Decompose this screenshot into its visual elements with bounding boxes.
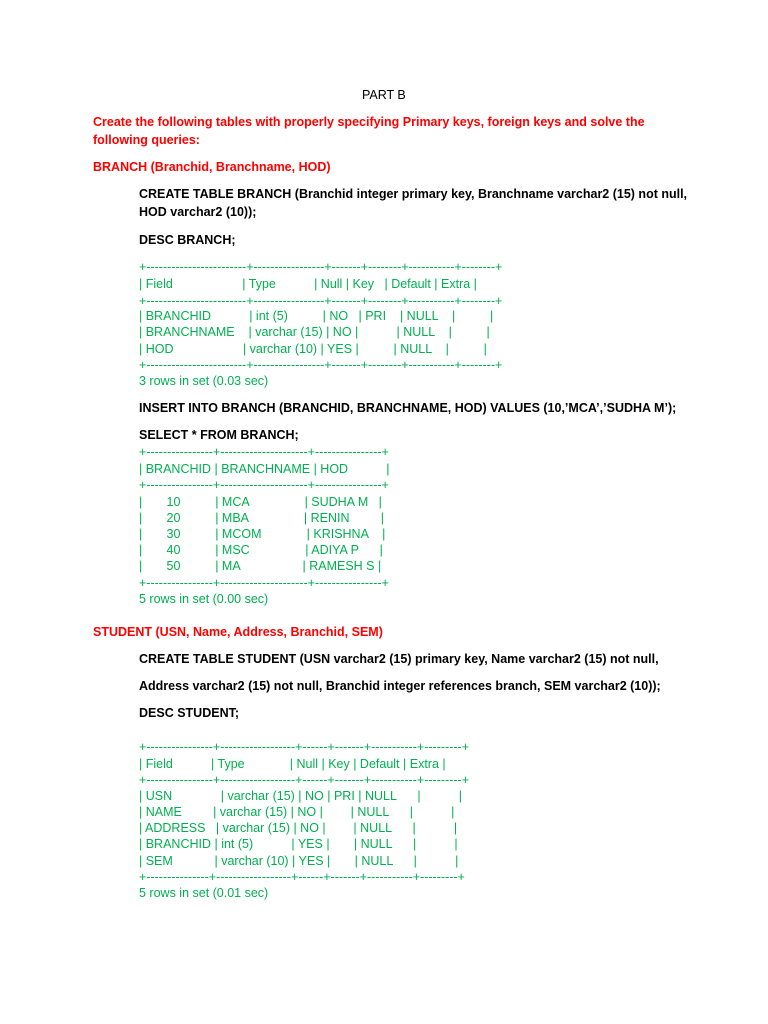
branch-create-line-1: CREATE TABLE BRANCH (Branchid integer primary key, Branchname varchar2 (15) not null, xyxy=(139,187,688,201)
student-desc-command: DESC STUDENT; xyxy=(139,706,240,720)
branch-create-line-2: HOD varchar2 (10)); xyxy=(139,205,257,219)
table-line: +----------------+------------------+------+-------+-----------+---------+ xyxy=(139,740,469,754)
student-desc-rows: 5 rows in set (0.01 sec) xyxy=(139,886,269,900)
branch-select-command: SELECT * FROM BRANCH; xyxy=(139,428,299,442)
table-line: | 30 | MCOM | KRISHNA | xyxy=(139,527,386,541)
table-line: +----------------+---------------------+----------------+ xyxy=(139,445,389,459)
table-line: | ADDRESS | varchar (15) | NO | | NULL | | xyxy=(139,821,458,835)
page-heading: PART B xyxy=(362,88,406,102)
table-line: +----------------+---------------------+----------------+ xyxy=(139,478,389,492)
table-line: | 20 | MBA | RENIN | xyxy=(139,511,384,525)
branch-desc-command: DESC BRANCH; xyxy=(139,233,236,247)
student-create-line-1: CREATE TABLE STUDENT (USN varchar2 (15) primary key, Name varchar2 (15) not null, xyxy=(139,652,659,666)
table-line: | Field | Type | Null | Key | Default | Extra | xyxy=(139,277,477,291)
table-line: | USN | varchar (15) | NO | PRI | NULL | | xyxy=(139,789,463,803)
table-line: +------------------------+-----------------+-------+--------+-----------+--------+ xyxy=(139,358,503,372)
table-line: | BRANCHID | int (5) | YES | | NULL | | xyxy=(139,837,458,851)
intro-line-2: following queries: xyxy=(93,133,200,147)
table-line: | 50 | MA | RAMESH S | xyxy=(139,559,382,573)
intro-line-1: Create the following tables with properly specifying Primary keys, foreign keys and solve the xyxy=(93,115,645,129)
branch-select-rows: 5 rows in set (0.00 sec) xyxy=(139,592,269,606)
branch-section-title: BRANCH (Branchid, Branchname, HOD) xyxy=(93,160,331,174)
student-section-title: STUDENT (USN, Name, Address, Branchid, SEM) xyxy=(93,625,383,639)
table-line: +---------------+------------------+------+-------+-----------+---------+ xyxy=(139,870,465,884)
table-line: +----------------+------------------+------+-------+-----------+---------+ xyxy=(139,773,469,787)
table-line: | 40 | MSC | ADIYA P | xyxy=(139,543,383,557)
table-line: +------------------------+-----------------+-------+--------+-----------+--------+ xyxy=(139,294,503,308)
table-line: | NAME | varchar (15) | NO | | NULL | | xyxy=(139,805,455,819)
table-line: | 10 | MCA | SUDHA M | xyxy=(139,495,382,509)
table-line: | Field | Type | Null | Key | Default | Extra | xyxy=(139,757,446,771)
table-line: | BRANCHID | BRANCHNAME | HOD | xyxy=(139,462,390,476)
branch-desc-rows: 3 rows in set (0.03 sec) xyxy=(139,374,269,388)
table-line: | SEM | varchar (10) | YES | | NULL | | xyxy=(139,854,459,868)
student-create-line-2: Address varchar2 (15) not null, Branchid integer references branch, SEM varchar2 (10)); xyxy=(139,679,661,693)
table-line: +----------------+---------------------+----------------+ xyxy=(139,576,389,590)
table-line: +------------------------+-----------------+-------+--------+-----------+--------+ xyxy=(139,260,503,274)
table-line: | BRANCHNAME | varchar (15) | NO | | NULL | | xyxy=(139,325,490,339)
table-line: | HOD | varchar (10) | YES | | NULL | | xyxy=(139,342,487,356)
branch-insert-command: INSERT INTO BRANCH (BRANCHID, BRANCHNAME, HOD) VALUES (10,’MCA’,’SUDHA M’); xyxy=(139,401,677,415)
table-line: | BRANCHID | int (5) | NO | PRI | NULL | | xyxy=(139,309,494,323)
